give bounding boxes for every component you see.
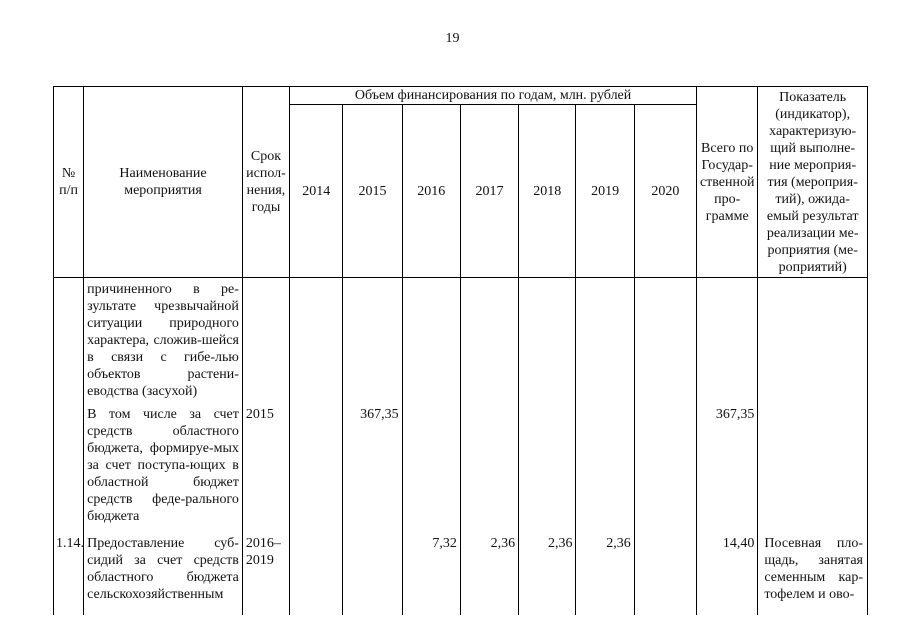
row-value-2014: [290, 400, 343, 525]
row-value-2020: [634, 400, 696, 525]
row-indicator: Посевная пло-щадь, занятая семенным кар-тофелем и ово-: [758, 525, 868, 615]
row-value-2019: [576, 278, 634, 401]
row-value-2018: 2,36: [519, 525, 576, 615]
row-value-2017: [460, 278, 518, 401]
row-name: В том числе за счет средств областного бюджета, формируе-мых за счет поступа-ющих в областной бюджет средств феде-рального бюджета: [84, 400, 243, 525]
row-value-2014: [290, 525, 343, 615]
row-num: [54, 400, 84, 525]
row-value-2020: [634, 525, 696, 615]
table-row: [54, 400, 868, 525]
financing-table: [53, 86, 868, 615]
row-value-2019: 2,36: [576, 525, 634, 615]
header-year-2014: 2014: [290, 105, 343, 278]
row-term: [242, 278, 289, 401]
row-name: причиненного в ре-зультате чрезвычайной ситуации природного характера, сложив-шейся в связи с гибе-лью объектов растени-еводства (засухой): [84, 278, 243, 401]
row-value-2019: [576, 400, 634, 525]
row-indicator: [758, 400, 868, 525]
row-value-2020: [634, 278, 696, 401]
row-value-2016: [402, 400, 460, 525]
row-value-2014: [290, 278, 343, 401]
row-value-2015: [343, 525, 402, 615]
header-year-2016: 2016: [402, 105, 460, 278]
row-name: Предоставление суб-сидий за счет средств областного бюджета сельскохозяйственным: [84, 525, 243, 615]
row-total: 14,40: [697, 525, 758, 615]
header-total: Всего по Государ-ственной про-грамме: [697, 87, 758, 278]
row-value-2017: [460, 400, 518, 525]
page-number: 19: [445, 31, 460, 46]
header-year-2019: 2019: [576, 105, 634, 278]
header-financing-group: Объем финансирования по годам, млн. рублей: [290, 87, 697, 105]
header-name: Наименование мероприятия: [84, 87, 243, 278]
table-row: [54, 278, 868, 401]
header-indicator: Показатель (индикатор), характеризую-щий выполне-ние мероприя-тия (мероприя-тий), ожида-емый результат реализации ме-роприятия (ме-роприятий): [758, 87, 868, 278]
row-value-2016: [402, 278, 460, 401]
header-year-2020: 2020: [634, 105, 696, 278]
row-indicator: [758, 278, 868, 401]
row-value-2015: 367,35: [343, 400, 402, 525]
row-value-2015: [343, 278, 402, 401]
row-term: 2016–2019: [242, 525, 289, 615]
row-value-2016: 7,32: [402, 525, 460, 615]
row-total: [697, 278, 758, 401]
row-value-2018: [519, 400, 576, 525]
header-year-2015: 2015: [343, 105, 402, 278]
row-total: 367,35: [697, 400, 758, 525]
row-value-2018: [519, 278, 576, 401]
row-num: 1.14.: [54, 525, 84, 615]
table-row: [54, 525, 868, 615]
row-value-2017: 2,36: [460, 525, 518, 615]
header-term: Срок испол-нения, годы: [242, 87, 289, 278]
header-year-2017: 2017: [460, 105, 518, 278]
header-num: № п/п: [54, 87, 84, 278]
row-num: [54, 278, 84, 401]
header-year-2018: 2018: [519, 105, 576, 278]
row-term: 2015: [242, 400, 289, 525]
